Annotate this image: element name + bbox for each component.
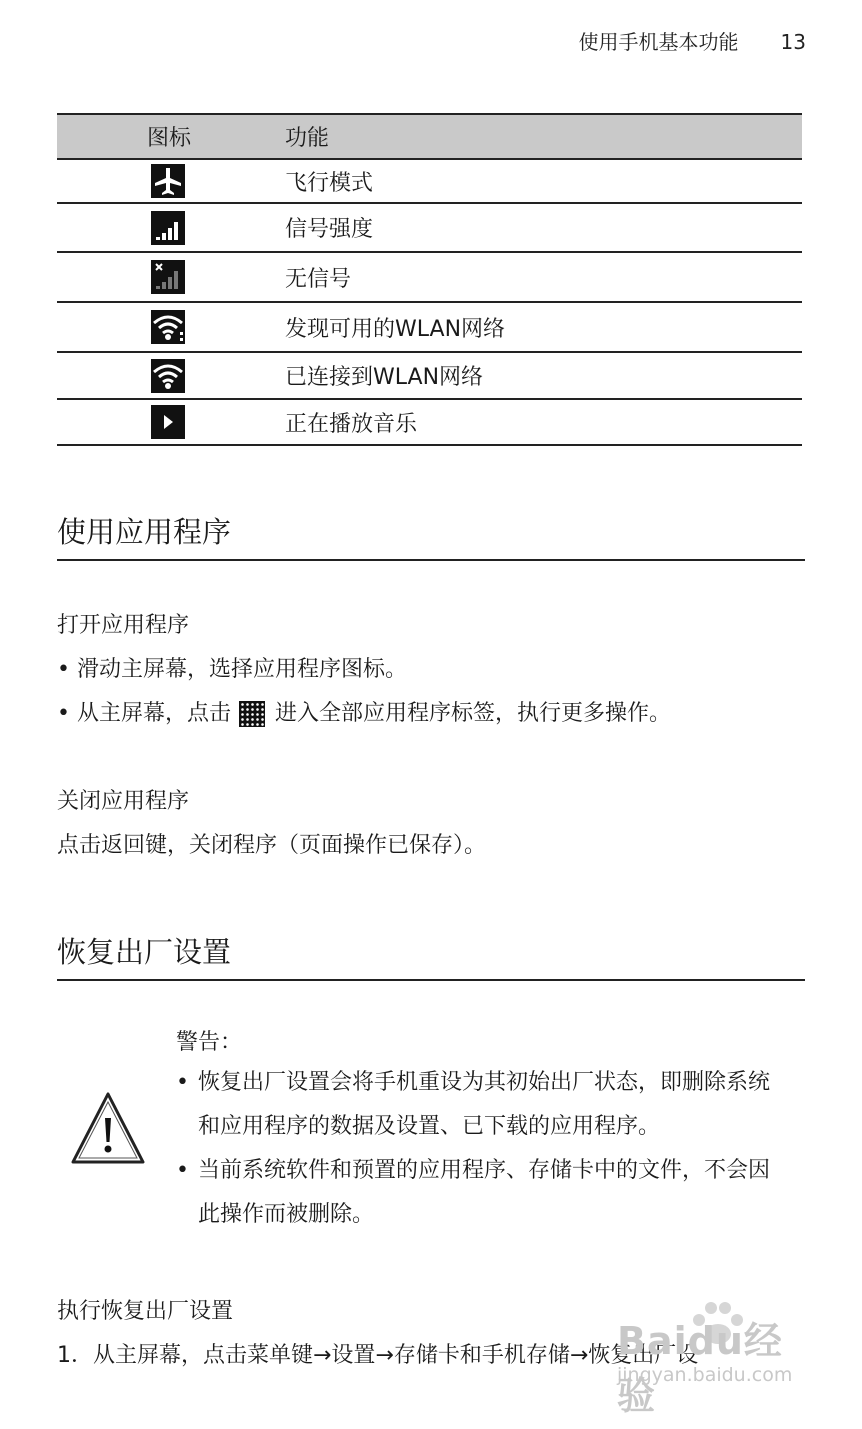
warning-title: 警告： [176,1030,243,1055]
wifi-connected-icon [151,359,185,393]
reset-heading: 执行恢复出厂设置 [57,1299,234,1324]
row-label: 发现可用的WLAN网络 [285,302,802,352]
all-apps-icon [239,701,265,727]
table-row [57,252,802,302]
row-label: 信号强度 [285,203,802,252]
table-row [57,399,802,445]
header-section: 使用手机基本功能 [578,30,739,54]
close-apps-text: 点击返回键，关闭程序（页面操作已保存）。 [57,833,487,858]
page-header [579,26,806,55]
row-label: 正在播放音乐 [285,399,802,445]
page-number: 13 [780,30,806,54]
close-apps-heading: 关闭应用程序 [57,789,190,814]
bullet-text: 从主屏幕，点击 [77,701,232,726]
section-title-reset: 恢复出厂设置 [57,930,805,981]
table-row [57,159,802,203]
list-item [176,1061,786,1149]
table-header-row [57,114,802,159]
list-item [57,652,407,683]
header-function: 功能 [285,114,802,159]
baidu-watermark [607,1300,807,1418]
open-apps-heading: 打开应用程序 [57,613,190,638]
list-item [57,696,671,727]
bullet-dot: • [57,701,70,726]
bullet-text: 滑动主屏幕，选择应用程序图标。 [77,657,408,682]
row-label: 已连接到WLAN网络 [285,352,802,399]
wifi-available-icon [151,310,185,344]
list-item [176,1149,786,1237]
no-signal-icon [151,260,185,294]
airplane-icon [151,164,185,198]
section-title-apps: 使用应用程序 [57,510,805,561]
reset-step-1: 1．从主屏幕，点击菜单键→设置→存储卡和手机存储→恢复出厂设 [57,1343,699,1368]
play-icon [151,405,185,439]
table-row [57,203,802,252]
warning-icon [70,1090,146,1166]
table-row [57,352,802,399]
row-label: 飞行模式 [285,159,802,203]
bullet-dot: • [57,657,70,682]
bullet-dot: • [176,1070,189,1095]
warning-text: 当前系统软件和预置的应用程序、存储卡中的文件，不会因此操作而被删除。 [198,1158,771,1227]
watermark-url: jingyan.baidu.com [617,1364,793,1386]
table-row [57,302,802,352]
signal-strength-icon [151,211,185,245]
warning-text: 恢复出厂设置会将手机重设为其初始出厂状态，即删除系统和应用程序的数据及设置、已下载的应用程序。 [198,1070,771,1139]
bullet-text: 进入全部应用程序标签，执行更多操作。 [275,701,672,726]
bullet-dot: • [176,1158,189,1183]
row-label: 无信号 [285,252,802,302]
status-icon-table [57,113,802,446]
watermark-text: Baidu经验 [617,1319,783,1418]
header-icon: 图标 [57,114,285,159]
